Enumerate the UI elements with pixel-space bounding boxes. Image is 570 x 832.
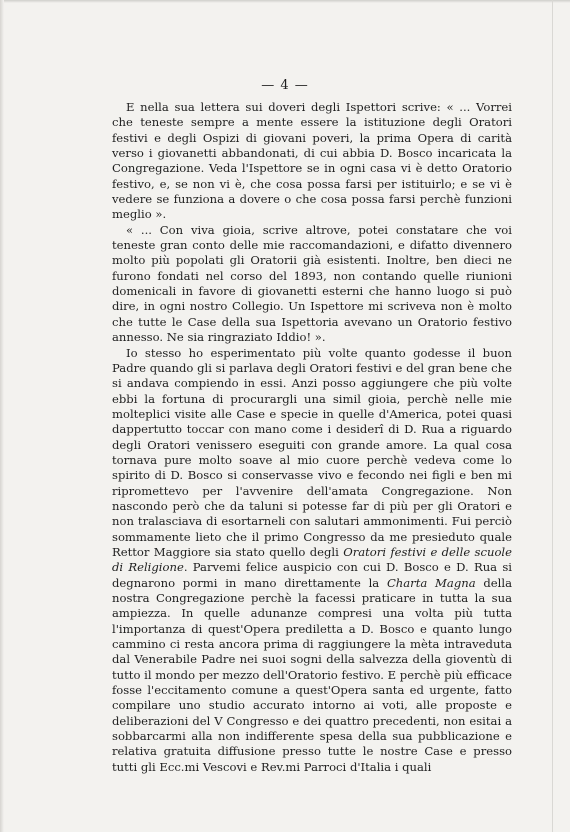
scan-left-edge xyxy=(0,0,4,832)
page-fold-line xyxy=(552,0,553,832)
text-run: della nostra Congregazione perchè la facessi praticare in tutta la sua ampiezza. In quelle adunanze compresi una volta più tutta l'importanza di quest'Opera prediletta a D. Bosco e quanto lungo cammino ci resta ancora prima di raggiungere la mèta intraveduta dal Venerabile Padre nei suoi sogni della salvezza della gioventù di tutto il mondo per mezzo dell'Oratorio festivo. E perchè più efficace fosse l'eccitamento comune a quest'Opera santa ed urgente, fatto compilare uno studio accurato intorno ai voti, alle proposte e deliberazioni del V Congresso e dei quattro precedenti, non esitai a sobbarcarmi alla non indifferente spesa della sua pubblicazione e relativa gratuita diffusione presso tutte le nostre Case e presso tutti gli Ecc.mi Vescovi e Rev.mi Parroci d'Italia i quali xyxy=(112,575,512,774)
italic-phrase: Oratori festivi e delle scuole di Religione xyxy=(112,544,512,575)
text-run: E nella sua lettera sui doveri degli Ispettori scrive: « ... Vorrei che teneste sempre a mente essere la istituzione degli Oratori festivi e degli Ospizi di giovani poveri, la prima Opera di carità verso i giovanetti abbandonati, di cui abbia D. Bosco incaricata la Congregazione. Veda l'Ispettore se in ogni casa vi è detto Oratorio festivo, e, se non vi è, che cosa possa farsi per istituirlo; e se vi è vedere se funziona a dovere o che cosa possa farsi perchè funzioni meglio ». xyxy=(112,100,512,222)
paragraph-3 xyxy=(112,346,512,776)
italic-phrase: Charta Magna xyxy=(386,575,476,590)
scan-top-edge xyxy=(0,0,570,3)
paragraph-2 xyxy=(112,223,512,346)
body-text xyxy=(112,100,512,775)
text-run: . Parvemi felice auspicio con cui D. Bosco e D. Rua si degnarono pormi in mano direttamente la xyxy=(112,560,512,590)
text-run: « ... Con viva gioia, scrive altrove, potei constatare che voi teneste gran conto delle mie raccomandazioni, e difatto divennero molto più popolati gli Oratorii già esistenti. Inoltre, ben dieci ne furono fondati nel corso del 1893, non contando quelle riunioni domenicali in favore di giovanetti esterni che hanno luogo si può dire, in ogni nostro Collegio. Un Ispettore mi scriveva non è molto che tutte le Case della sua Ispettoria avevano un Oratorio festivo annesso. Ne sia ringraziato Iddio! ». xyxy=(112,222,512,345)
page-number: — 4 — xyxy=(261,78,309,93)
text-run: Io stesso ho esperimentato più volte quanto godesse il buon Padre quando gli si parlava degli Oratori festivi e del gran bene che si andava compiendo in essi. Anzi posso aggiungere che più volte ebbi la fortuna di procurargli una simil gioia, perchè nelle mie molteplici visite alle Case e specie in quelle d'America, potei quasi dappertutto toccar con mano come i desiderî di D. Rua a riguardo degli Oratori venissero eseguiti con grande amore. La qual cosa tornava pure molto soave al mio cuore perchè vedeva come lo spirito di D. Bosco si conservasse vivo e fecondo nei figli e ben mi ripromettevo per l'avvenire dell'amata Congregazione. Non nascondo però che da taluni si potesse far di più per gli Oratori e non tralasciava di esortarneli con salutari ammonimenti. Fui perciò sommamente lieto che il primo Congresso da me presieduto quale Rettor Maggiore sia stato quello degli xyxy=(112,345,512,559)
paragraph-1 xyxy=(112,100,512,223)
